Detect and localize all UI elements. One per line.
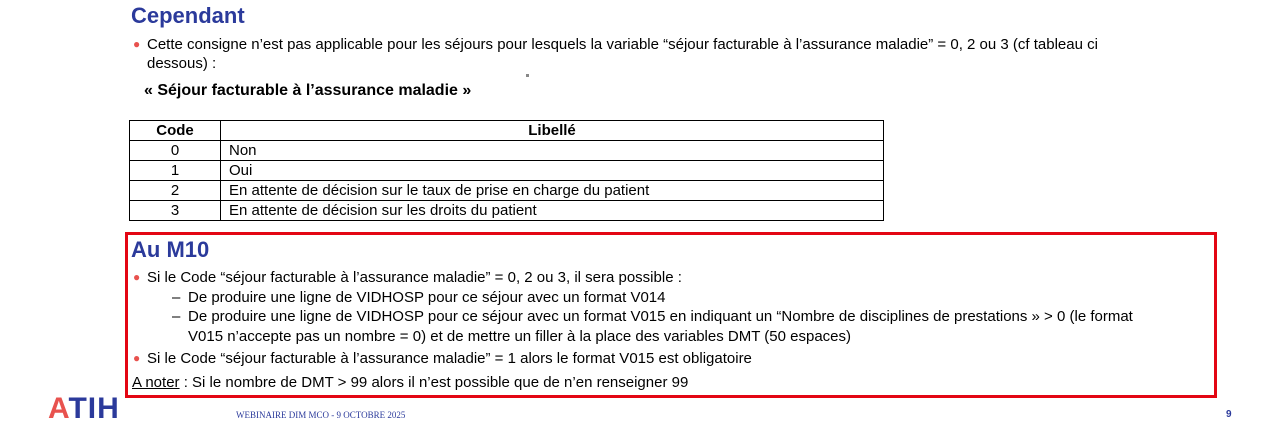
small-mark xyxy=(526,74,529,77)
bullet-text: Cette consigne n’est pas applicable pour les séjours pour lesquels la variable “séjour facturable à l’assurance maladie” = 0, 2 ou 3 (cf tableau ci xyxy=(147,36,1098,53)
note-line xyxy=(132,373,688,392)
atih-logo xyxy=(48,392,120,426)
bullet-dot: ● xyxy=(133,270,141,284)
dash-marker: – xyxy=(172,289,181,306)
sub-item-v014 xyxy=(172,288,666,307)
sub-item-text: De produire une ligne de VIDHOSP pour ce séjour avec un format V014 xyxy=(188,289,666,306)
table-subtitle: « Séjour facturable à l’assurance maladie » xyxy=(144,82,472,99)
libelle-cell: Oui xyxy=(221,161,884,181)
libelle-cell: Non xyxy=(221,141,884,161)
footer-caption: WEBINAIRE DIM MCO - 9 OCTOBRE 2025 xyxy=(236,410,406,420)
table-row xyxy=(130,181,884,201)
column-header-libelle: Libellé xyxy=(221,121,884,141)
page-number: 9 xyxy=(1226,409,1232,420)
code-cell: 3 xyxy=(130,201,221,221)
bullet-dot: ● xyxy=(133,37,141,51)
section-heading-m10: Au M10 xyxy=(131,237,210,262)
table-header-row xyxy=(130,121,884,141)
dash-marker: – xyxy=(172,308,181,325)
sub-item-v015 xyxy=(172,307,1133,326)
codes-table xyxy=(129,120,884,221)
bullet-cependant xyxy=(133,35,1098,54)
logo-letter-a: A xyxy=(48,392,69,425)
bullet-continuation: dessous) : xyxy=(147,55,217,72)
code-cell: 0 xyxy=(130,141,221,161)
note-text: : Si le nombre de DMT > 99 alors il n’est possible que de n’en renseigner 99 xyxy=(179,374,689,391)
bullet-text: Si le Code “séjour facturable à l’assurance maladie” = 0, 2 ou 3, il sera possible : xyxy=(147,269,682,286)
bullet-m10-1 xyxy=(133,268,682,287)
code-cell: 2 xyxy=(130,181,221,201)
code-cell: 1 xyxy=(130,161,221,181)
bullet-text: Si le Code “séjour facturable à l’assurance maladie” = 1 alors le format V015 est obligatoire xyxy=(147,350,752,367)
logo-letters: TIH xyxy=(68,392,120,425)
libelle-cell: En attente de décision sur les droits du patient xyxy=(221,201,884,221)
section-heading-cependant: Cependant xyxy=(131,3,245,28)
table-row xyxy=(130,201,884,221)
libelle-cell: En attente de décision sur le taux de prise en charge du patient xyxy=(221,181,884,201)
bullet-m10-2 xyxy=(133,349,752,368)
table-row xyxy=(130,161,884,181)
note-label: A noter xyxy=(132,374,180,391)
table-row xyxy=(130,141,884,161)
column-header-code: Code xyxy=(130,121,221,141)
sub-item-text: De produire une ligne de VIDHOSP pour ce séjour avec un format V015 en indiquant un “Nombre de disciplines de prestations » > 0 (le format xyxy=(188,308,1133,325)
sub-item-v015-cont: V015 n’accepte pas un nombre = 0) et de mettre un filler à la place des variables DMT (50 espaces) xyxy=(188,328,851,345)
bullet-dot: ● xyxy=(133,351,141,365)
